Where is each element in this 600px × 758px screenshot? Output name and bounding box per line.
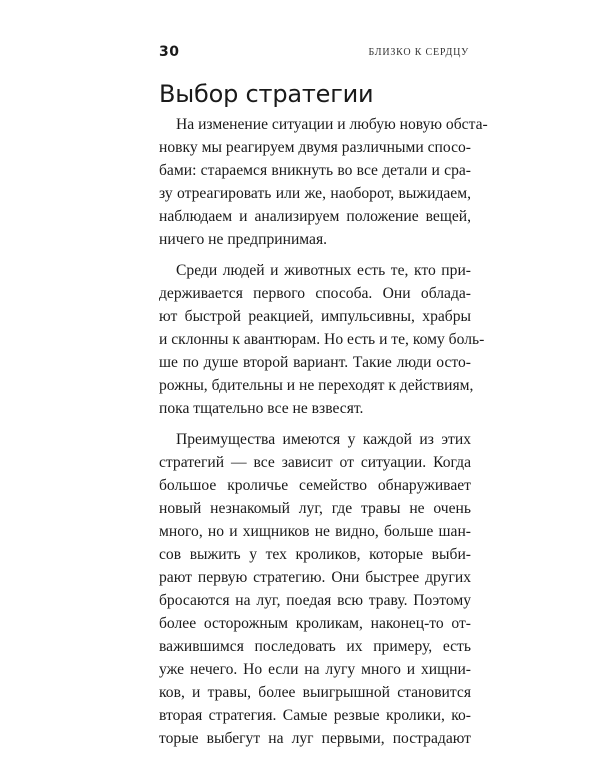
paragraph-2: [159, 259, 485, 420]
text-line: важившимся последовать их примеру, есть: [159, 638, 471, 655]
text-line: ше по душе второй вариант. Такие люди осто-: [159, 354, 471, 371]
text-line: бросаются на луг, поедая всю траву. Поэтому: [159, 592, 471, 609]
text-line: ков, и травы, более выигрышной становится: [159, 684, 471, 701]
text-line: новку мы реагируем двумя различными спосо-: [159, 139, 471, 156]
page-number: 30: [159, 44, 180, 60]
text-line: бами: стараемся вникнуть во все детали и сра-: [159, 162, 471, 179]
text-line: Среди людей и животных есть те, кто при-: [176, 262, 471, 279]
text-line: новый незнакомый луг, где травы не очень: [159, 500, 471, 517]
running-head: БЛИЗКО К СЕРДЦУ: [368, 47, 469, 58]
text-line: вторая стратегия. Самые резвые кролики, ко-: [159, 707, 471, 724]
text-line: уже нечего. Но если на лугу много и хищни-: [159, 661, 471, 678]
paragraph-1: [159, 113, 488, 251]
text-line: ничего не предпринимая.: [159, 231, 328, 248]
text-line: торые выбегут на луг первыми, пострадают: [159, 730, 471, 747]
text-line: более осторожным кроликам, наконец-то от-: [159, 615, 471, 632]
text-line: рожны, бдительны и не переходят к действиям,: [159, 377, 474, 394]
text-line: много, но и хищников не видно, больше шан-: [159, 523, 471, 540]
text-line: большое кроличье семейство обнаруживает: [159, 477, 471, 494]
text-line: зу отреагировать или же, наоборот, выжидаем,: [159, 185, 471, 202]
text-line: стратегий — все зависит от ситуации. Когда: [159, 454, 471, 471]
chapter-title: Выбор стратегии: [159, 80, 374, 108]
text-line: держивается первого способа. Они облада-: [159, 285, 471, 302]
paragraph-3: [159, 428, 471, 750]
text-line: сов выжить у тех кроликов, которые выби-: [159, 546, 471, 563]
body-text: [159, 113, 488, 758]
text-line: На изменение ситуации и любую новую обста-: [176, 116, 488, 133]
text-line: и склонны к авантюрам. Но есть и те, кому боль-: [159, 331, 485, 348]
text-line: ют быстрой реакцией, импульсивны, храбры: [159, 308, 471, 325]
text-line: пока тщательно все не взвесят.: [159, 400, 364, 417]
text-line: рают первую стратегию. Они быстрее других: [159, 569, 471, 586]
text-line: наблюдаем и анализируем положение вещей,: [159, 208, 471, 225]
text-line: Преимущества имеются у каждой из этих: [176, 431, 471, 448]
